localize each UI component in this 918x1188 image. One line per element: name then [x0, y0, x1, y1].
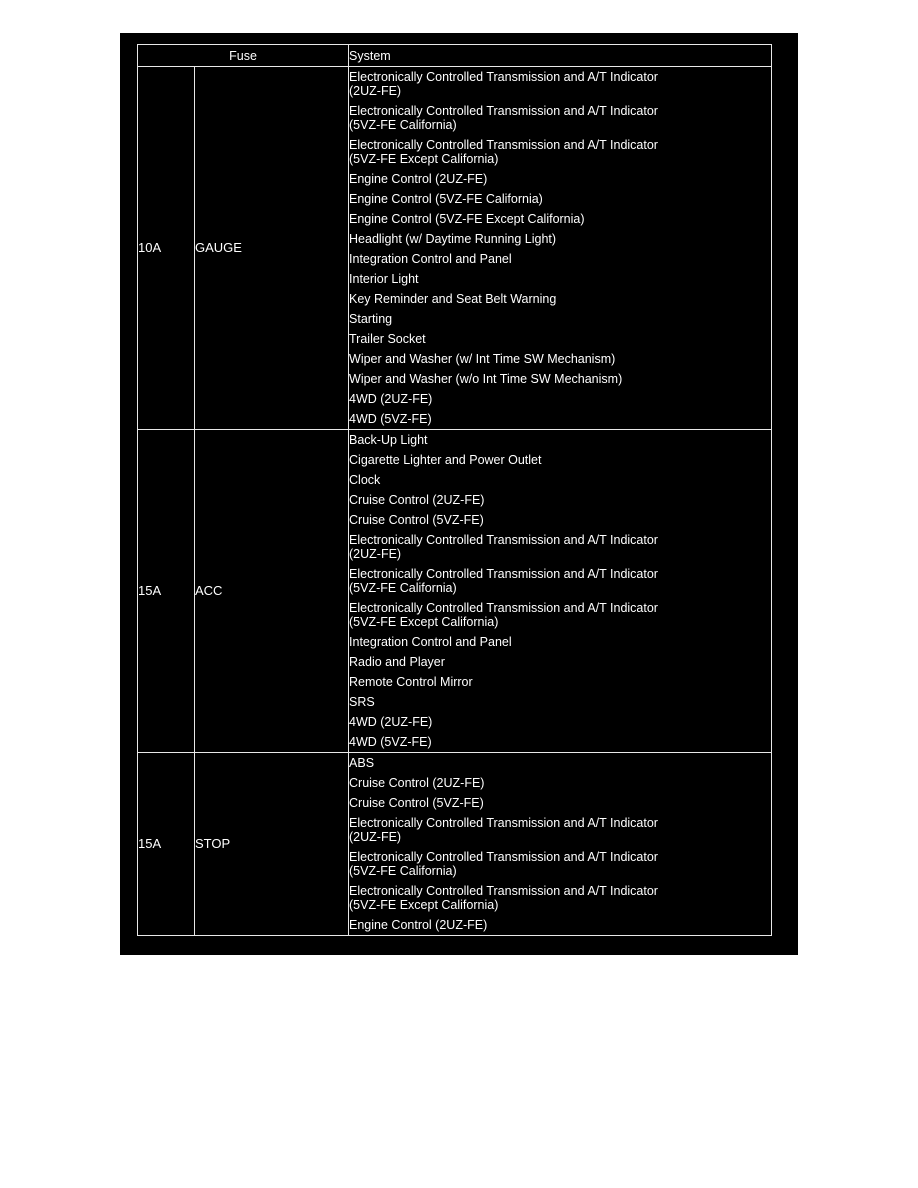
system-item: Electronically Controlled Transmission and A/T Indicator (5VZ-FE California) — [349, 567, 658, 595]
fuse-table-panel — [120, 33, 798, 955]
system-item: ABS — [349, 756, 375, 770]
system-item: Cigarette Lighter and Power Outlet — [349, 453, 542, 467]
fuse-name: GAUGE — [195, 67, 349, 430]
fuse-name: STOP — [195, 753, 349, 936]
system-item: Remote Control Mirror — [349, 675, 473, 689]
system-item: Wiper and Washer (w/o Int Time SW Mechanism) — [349, 372, 623, 386]
fuse-amperage: 10A — [138, 67, 195, 430]
system-item: Engine Control (2UZ-FE) — [349, 918, 488, 932]
system-list — [349, 753, 772, 936]
system-item: Cruise Control (5VZ-FE) — [349, 513, 484, 527]
system-item: Engine Control (5VZ-FE Except California) — [349, 212, 585, 226]
system-item: Integration Control and Panel — [349, 635, 512, 649]
system-item: 4WD (2UZ-FE) — [349, 715, 433, 729]
system-item: Back-Up Light — [349, 433, 428, 447]
system-item: Electronically Controlled Transmission and A/T Indicator (5VZ-FE Except California) — [349, 138, 658, 166]
system-list — [349, 430, 772, 753]
fuse-amperage: 15A — [138, 430, 195, 753]
system-item: Electronically Controlled Transmission and A/T Indicator (2UZ-FE) — [349, 816, 658, 844]
table-header-row — [138, 45, 772, 67]
system-item: Trailer Socket — [349, 332, 426, 346]
table-row — [138, 67, 772, 430]
header-fuse: Fuse — [138, 45, 349, 67]
system-item: Headlight (w/ Daytime Running Light) — [349, 232, 557, 246]
system-item: Engine Control (2UZ-FE) — [349, 172, 488, 186]
system-item: Electronically Controlled Transmission and A/T Indicator (5VZ-FE California) — [349, 850, 658, 878]
system-item: Engine Control (5VZ-FE California) — [349, 192, 543, 206]
system-item: 4WD (5VZ-FE) — [349, 412, 432, 426]
system-item: Electronically Controlled Transmission and A/T Indicator (2UZ-FE) — [349, 70, 658, 98]
system-item: Starting — [349, 312, 393, 326]
table-row — [138, 753, 772, 936]
system-item: Cruise Control (2UZ-FE) — [349, 776, 485, 790]
system-item: Cruise Control (2UZ-FE) — [349, 493, 485, 507]
fuse-amperage: 15A — [138, 753, 195, 936]
system-item: Interior Light — [349, 272, 419, 286]
table-row — [138, 430, 772, 753]
system-item: Clock — [349, 473, 381, 487]
system-item: Electronically Controlled Transmission and A/T Indicator (2UZ-FE) — [349, 533, 658, 561]
system-item: Wiper and Washer (w/ Int Time SW Mechanism) — [349, 352, 616, 366]
system-item: Electronically Controlled Transmission and A/T Indicator (5VZ-FE Except California) — [349, 884, 658, 912]
system-item: 4WD (2UZ-FE) — [349, 392, 433, 406]
system-item: Integration Control and Panel — [349, 252, 512, 266]
system-item: Radio and Player — [349, 655, 445, 669]
system-item: Key Reminder and Seat Belt Warning — [349, 292, 557, 306]
system-item: Electronically Controlled Transmission and A/T Indicator (5VZ-FE Except California) — [349, 601, 658, 629]
system-item: SRS — [349, 695, 375, 709]
header-system: System — [349, 45, 772, 67]
fuse-table — [137, 44, 772, 936]
system-list — [349, 67, 772, 430]
system-item: Electronically Controlled Transmission and A/T Indicator (5VZ-FE California) — [349, 104, 658, 132]
fuse-table-body — [138, 67, 772, 936]
system-item: Cruise Control (5VZ-FE) — [349, 796, 484, 810]
fuse-name: ACC — [195, 430, 349, 753]
system-item: 4WD (5VZ-FE) — [349, 735, 432, 749]
